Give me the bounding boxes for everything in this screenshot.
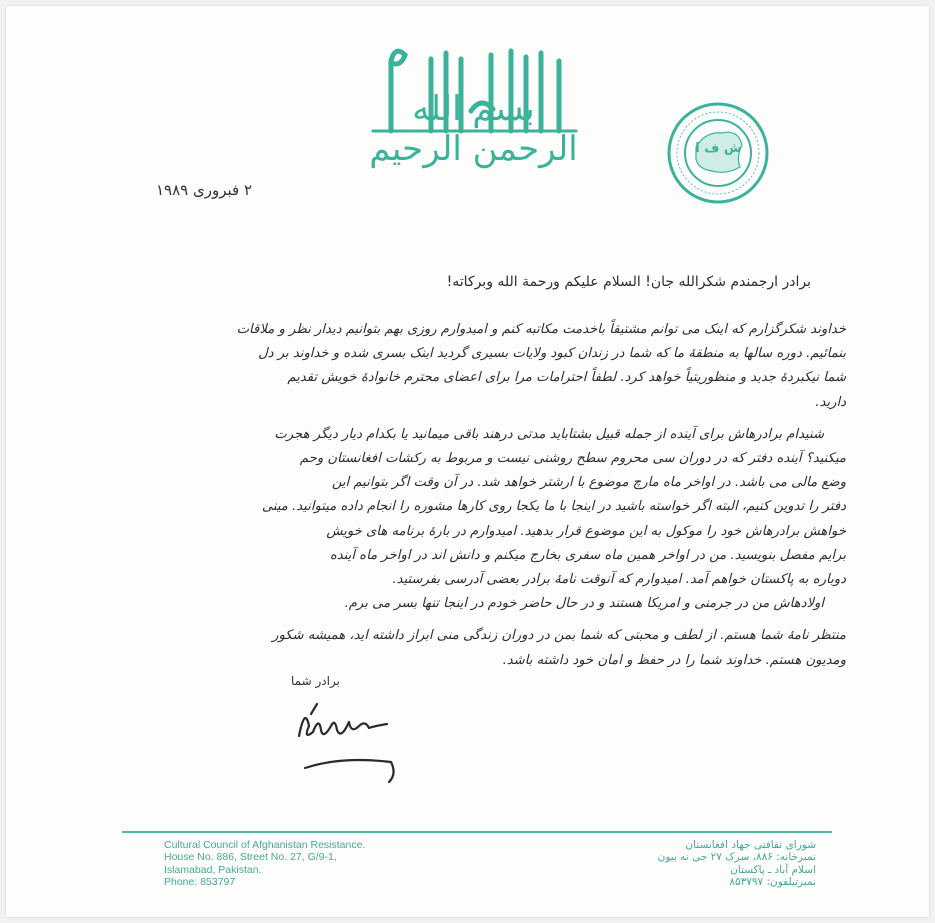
footer-address-persian <box>476 839 816 888</box>
body-line: اولادهاش من در جرمنی و امریکا هستند و در حال حاضر خودم در اینجا تنها بسر می برم. <box>344 596 824 612</box>
body-line: برایم مفصل بنویسید. من در اواخر همین ماه سفری بخارج میکنم و دانش اند در اواخر ماه آینده <box>329 547 846 563</box>
body-line: دفتر را تدوین کنیم، البته اگر خواسته باشید در اینجا با ما یکجا روی کارها مشوره را انجام داده میتوانید. مینی <box>261 499 846 515</box>
body-line: خواهش برادرهاش خود را موکول به این موضوع قرار بدهید. امیدوارم در بارهٔ برنامه های خویش <box>326 523 846 539</box>
body-line: وضع مالی می باشد. در اواخر ماه مارچ موضوع با ارشتر خواهد شد. در آن وقت اگر بتوانیم این <box>331 475 846 491</box>
body-line: دارید. <box>815 394 846 410</box>
footer-fa-line: نمبرتیلفون: ۸۵۳۷۹۷ <box>729 875 816 888</box>
footer-en-line: Phone: 853797 <box>164 875 236 888</box>
basmala-calligraphy <box>361 41 586 169</box>
closing-phrase: برادر شما <box>291 674 340 688</box>
body-line: بنمائیم. دوره سالها به منطقهٔ ما که شما در زندان کبود ولایات بسیری گردید اینک بسری شده و خداوند بر دل <box>258 346 846 362</box>
footer-fa-line: اسلام آباد ـ پاکستان <box>730 863 816 876</box>
basmala-text: بسم الله الرحمن الرحیم <box>369 89 578 169</box>
footer-en-line: Islamabad, Pakistan. <box>164 863 262 876</box>
seal-inner-text: ش ف ا <box>695 141 742 156</box>
letter-sheet <box>6 6 929 917</box>
paragraph-gap <box>116 616 846 624</box>
footer-en-line: House No. 886, Street No. 27, G/9-1, <box>164 851 337 864</box>
body-line: منتظر نامهٔ شما هستم. از لطف و محبتی که شما بمن در دوران زندگی منی ابراز داشته اید، همیشه شکور <box>272 628 846 644</box>
footer-fa-line: نمبرخانه: ۸۸۶، سرک ۲۷ جی نه ییون <box>657 851 816 864</box>
footer-address-english <box>164 839 454 888</box>
signature-scribble <box>291 696 411 786</box>
footer-fa-line: شورای ثقافتی جهاد افغانستان <box>685 839 816 851</box>
letter-body <box>116 318 846 673</box>
body-line: ومدیون هستم. خداوند شما را در حفظ و امان خود داشته باشد. <box>502 652 846 668</box>
council-seal <box>666 101 771 206</box>
salutation: برادر ارجمندم شکرالله جان! السلام علیکم ورحمة الله وبرکاته! <box>446 274 811 290</box>
handwritten-signature <box>291 696 411 786</box>
body-line: دوباره به پاکستان خواهم آمد. امیدوارم که آنوقت نامهٔ برادر بعضی آدرسی بفرستید. <box>392 572 846 588</box>
footer-divider <box>122 831 832 833</box>
body-line: شنیدام برادرهاش برای آینده از جمله قبیل بشتاباید مدتی درهند باقی میمانید یا بکدام دیار دیگر هجرت <box>274 426 824 442</box>
body-line: میکنید؟ آینده دفتر که در دوران سی محروم سطح روشنی نیست و مربوط به رکشات افغانستان وحم <box>299 451 846 467</box>
footer-en-line: Cultural Council of Afghanistan Resistance. <box>164 839 366 851</box>
letter-date: ۲ فبروری ۱۹۸۹ <box>156 181 253 199</box>
body-line: شما نیکبردهٔ جدید و منظوریتیاً خواهد کرد. لطفاً احترامات مرا برای اعضای محترم خانوادهٔ خویش تقدیم <box>287 370 846 386</box>
paragraph-gap <box>116 415 846 423</box>
body-line: خداوند شکرگزارم که اینک می توانم مشتیقاً باخدمت مکاتبه کنم و امیدوارم روزی بهم بتوانیم دیدار نظر و ملاقات <box>236 322 846 337</box>
